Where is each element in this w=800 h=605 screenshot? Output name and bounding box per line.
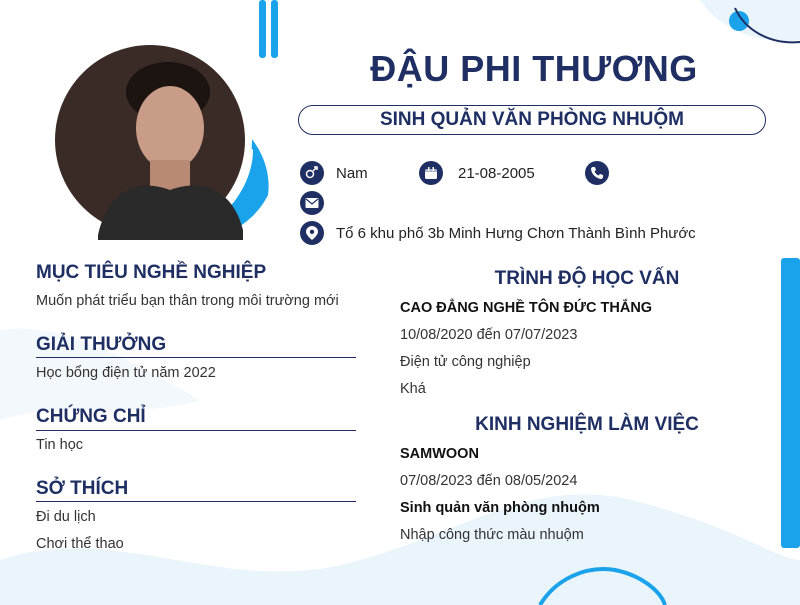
hobbies-title: SỞ THÍCH	[36, 478, 129, 499]
bar-right	[781, 258, 800, 548]
certificates-divider	[36, 430, 356, 431]
experience-title: KINH NGHIỆM LÀM VIỆC	[475, 414, 699, 435]
gender-value: Nam	[336, 165, 368, 182]
avatar	[38, 30, 278, 240]
avatar-face	[136, 86, 204, 170]
education-major: Điện tử công nghiệp	[400, 354, 531, 370]
location-icon	[300, 221, 324, 245]
hobby-item: Đi du lịch	[36, 509, 96, 525]
education-title: TRÌNH ĐỘ HỌC VẤN	[494, 268, 680, 289]
awards-text: Học bổng điện tử năm 2022	[36, 365, 216, 381]
certificates-text: Tin học	[36, 437, 84, 453]
calendar-icon	[419, 161, 443, 185]
education-period: 10/08/2020 đến 07/07/2023	[400, 327, 578, 343]
dob-value: 21-08-2005	[458, 165, 535, 182]
blob-top-right	[700, 0, 800, 41]
objective-text: Muốn phát triểu bạn thân trong môi trường mới	[36, 293, 339, 309]
position-title: SINH QUẢN VĂN PHÒNG NHUỘM	[379, 109, 684, 130]
certificates-title: CHỨNG CHỈ	[36, 406, 146, 427]
gender-icon	[300, 161, 324, 185]
position-box	[298, 105, 766, 135]
experience-role: Sinh quản văn phòng nhuộm	[400, 500, 600, 516]
candidate-name: ĐẬU PHI THƯƠNG	[370, 48, 698, 89]
hobby-item: Chơi thể thao	[36, 536, 124, 552]
experience-company: SAMWOON	[400, 446, 479, 462]
experience-task: Nhập công thức màu nhuộm	[400, 527, 584, 543]
phone-icon	[585, 161, 609, 185]
email-icon	[300, 191, 324, 215]
address-value: Tổ 6 khu phố 3b Minh Hưng Chơn Thành Bình Phước	[336, 225, 696, 242]
hobbies-divider	[36, 501, 356, 502]
experience-period: 07/08/2023 đến 08/05/2024	[400, 473, 578, 489]
education-school: CAO ĐẲNG NGHỀ TÔN ĐỨC THẮNG	[400, 300, 653, 316]
awards-title: GIẢI THƯỞNG	[36, 334, 167, 355]
objective-title: MỤC TIÊU NGHỀ NGHIỆP	[36, 262, 267, 283]
education-grade: Khá	[400, 381, 426, 397]
avatar-neck	[150, 160, 190, 190]
awards-divider	[36, 357, 356, 358]
